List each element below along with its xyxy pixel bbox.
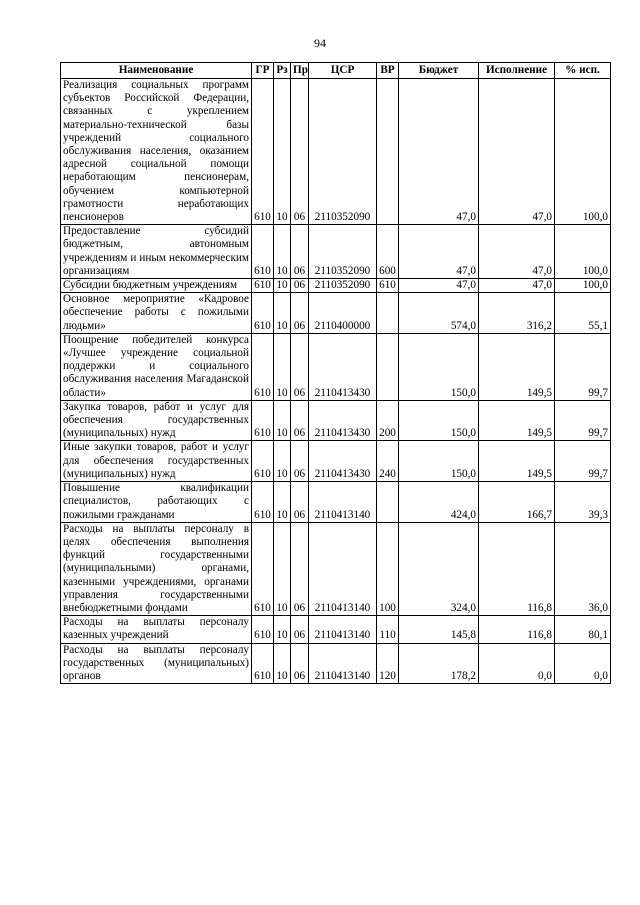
row-rz: 10 [274,482,291,523]
row-pr: 06 [291,522,309,615]
page-number: 94 [314,36,326,50]
row-pr: 06 [291,482,309,523]
row-budget: 324,0 [399,522,479,615]
row-name: Субсидии бюджетным учреждениям [61,279,252,293]
row-vr: 240 [377,441,399,482]
row-vr [377,482,399,523]
row-vr: 610 [377,279,399,293]
row-budget: 574,0 [399,293,479,334]
row-name: Поощрение победителей конкурса «Лучшее учреждение социальной поддержки и социального обслуживания населения Магаданской области» [61,333,252,400]
row-rz: 10 [274,643,291,684]
row-rz: 10 [274,522,291,615]
row-name: Реализация социальных программ субъектов Российской Федерации, связанных с укреплением материально-технической базы учреждений социального обслуживания населения, оказанием адресной социальной помощи неработающим пенсионерам, обучением компьютерной грамотности неработающих пенсионеров [61,79,252,225]
row-csr: 2110352090 [309,225,377,279]
table-row [61,482,611,523]
row-name: Иные закупки товаров, работ и услуг для обеспечения государственных (муниципальных) нужд [61,441,252,482]
header-rz: Рз [274,63,291,79]
row-pr: 06 [291,333,309,400]
table-row [61,293,611,334]
row-rz: 10 [274,279,291,293]
row-pct: 80,1 [555,616,611,643]
row-budget: 47,0 [399,79,479,225]
row-execution: 47,0 [479,225,555,279]
row-pct: 99,7 [555,333,611,400]
row-csr: 2110400000 [309,293,377,334]
row-gr: 610 [252,441,274,482]
row-name: Расходы на выплаты персоналу казенных учреждений [61,616,252,643]
row-gr: 610 [252,225,274,279]
table-row [61,225,611,279]
row-execution: 116,8 [479,522,555,615]
row-pct: 100,0 [555,225,611,279]
row-name: Предоставление субсидий бюджетным, автономным учреждениям и иным некоммерческим организациям [61,225,252,279]
row-pr: 06 [291,279,309,293]
row-budget: 424,0 [399,482,479,523]
header-pct: % исп. [555,63,611,79]
row-pct: 55,1 [555,293,611,334]
row-execution: 316,2 [479,293,555,334]
row-pr: 06 [291,643,309,684]
row-vr: 110 [377,616,399,643]
row-name: Расходы на выплаты персоналу государственных (муниципальных) органов [61,643,252,684]
row-pct: 100,0 [555,79,611,225]
row-pct: 36,0 [555,522,611,615]
table-header-row [61,63,611,79]
row-gr: 610 [252,333,274,400]
row-budget: 150,0 [399,400,479,441]
table-row [61,643,611,684]
table-row [61,616,611,643]
header-vr: ВР [377,63,399,79]
table-row [61,279,611,293]
row-budget: 178,2 [399,643,479,684]
row-csr: 2110413430 [309,400,377,441]
row-vr [377,79,399,225]
header-name: Наименование [61,63,252,79]
table-row [61,522,611,615]
row-name: Основное мероприятие «Кадровое обеспечение работы с пожилыми людьми» [61,293,252,334]
row-csr: 2110413430 [309,441,377,482]
row-pr: 06 [291,225,309,279]
row-rz: 10 [274,400,291,441]
row-name: Закупка товаров, работ и услуг для обеспечения государственных (муниципальных) нужд [61,400,252,441]
row-execution: 116,8 [479,616,555,643]
row-csr: 2110413140 [309,616,377,643]
row-csr: 2110413430 [309,333,377,400]
row-csr: 2110413140 [309,522,377,615]
row-csr: 2110413140 [309,643,377,684]
row-pr: 06 [291,441,309,482]
header-csr: ЦСР [309,63,377,79]
row-name: Повышение квалификации специалистов, работающих с пожилыми гражданами [61,482,252,523]
row-execution: 0,0 [479,643,555,684]
row-pr: 06 [291,616,309,643]
row-rz: 10 [274,441,291,482]
row-budget: 150,0 [399,333,479,400]
row-execution: 47,0 [479,279,555,293]
row-vr: 100 [377,522,399,615]
table-row [61,400,611,441]
table-row [61,79,611,225]
header-gr: ГР [252,63,274,79]
row-pr: 06 [291,79,309,225]
row-rz: 10 [274,79,291,225]
row-pct: 100,0 [555,279,611,293]
row-pct: 39,3 [555,482,611,523]
row-rz: 10 [274,293,291,334]
header-budget: Бюджет [399,63,479,79]
row-gr: 610 [252,643,274,684]
row-csr: 2110352090 [309,279,377,293]
row-budget: 47,0 [399,225,479,279]
row-vr: 120 [377,643,399,684]
row-gr: 610 [252,522,274,615]
row-execution: 149,5 [479,400,555,441]
row-pct: 99,7 [555,441,611,482]
row-pr: 06 [291,400,309,441]
row-vr: 200 [377,400,399,441]
row-gr: 610 [252,616,274,643]
row-vr: 600 [377,225,399,279]
row-gr: 610 [252,482,274,523]
budget-table [60,62,611,684]
row-budget: 150,0 [399,441,479,482]
row-name: Расходы на выплаты персоналу в целях обеспечения выполнения функций государственными (муниципальными) органами, казенными учреждениями, органами управления государственными внебюджетными фондами [61,522,252,615]
row-pr: 06 [291,293,309,334]
header-execution: Исполнение [479,63,555,79]
row-execution: 47,0 [479,79,555,225]
row-execution: 149,5 [479,333,555,400]
row-budget: 145,8 [399,616,479,643]
row-execution: 149,5 [479,441,555,482]
row-pct: 99,7 [555,400,611,441]
row-pct: 0,0 [555,643,611,684]
table-row [61,441,611,482]
row-vr [377,333,399,400]
table-row [61,333,611,400]
row-execution: 166,7 [479,482,555,523]
row-rz: 10 [274,616,291,643]
header-pr: Пр [291,63,309,79]
row-gr: 610 [252,400,274,441]
row-budget: 47,0 [399,279,479,293]
row-gr: 610 [252,79,274,225]
row-rz: 10 [274,225,291,279]
row-csr: 2110352090 [309,79,377,225]
row-gr: 610 [252,279,274,293]
row-gr: 610 [252,293,274,334]
row-csr: 2110413140 [309,482,377,523]
row-rz: 10 [274,333,291,400]
row-vr [377,293,399,334]
